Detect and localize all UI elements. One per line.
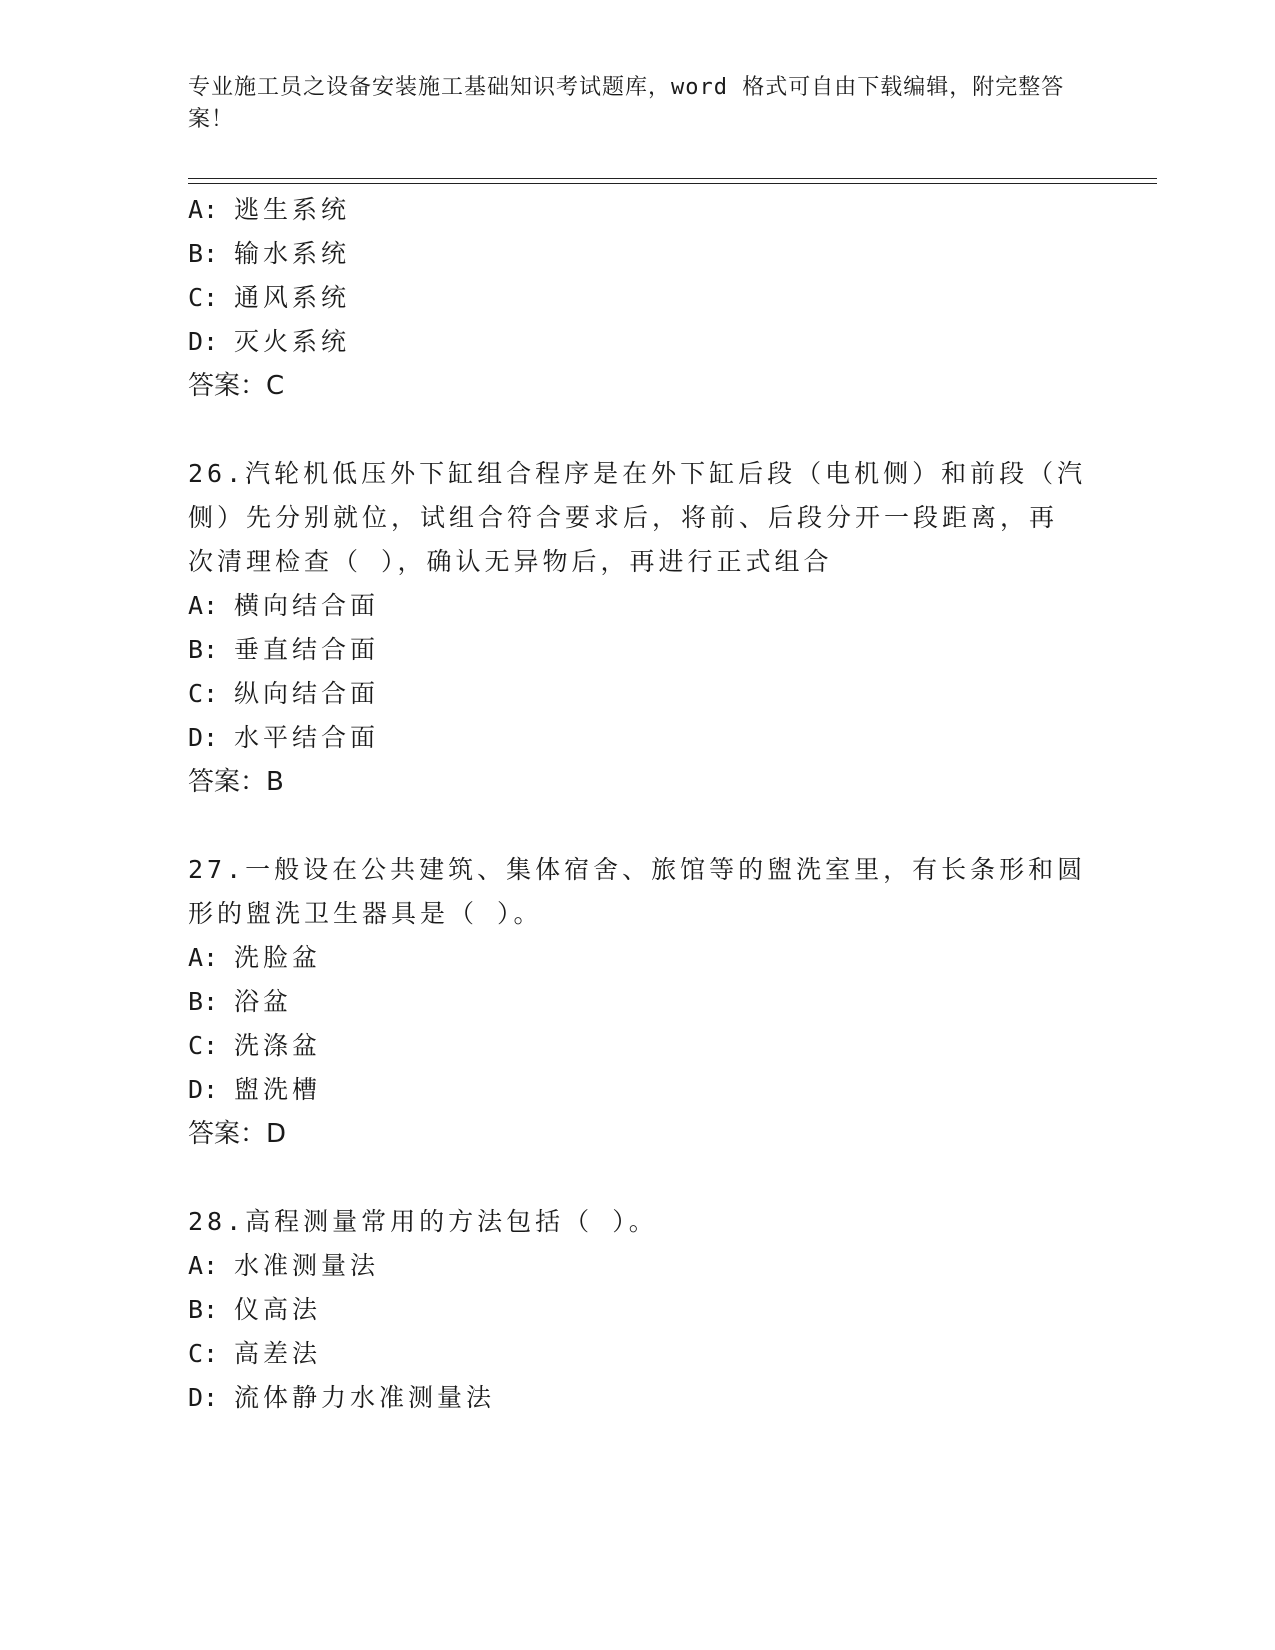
q27-option-a <box>188 942 321 974</box>
option-letter: C: <box>188 679 219 708</box>
option-text: 纵向结合面 <box>234 679 380 708</box>
q27-stem-line-2: 形的盥洗卫生器具是（ ）。 <box>188 899 543 928</box>
option-text: 高差法 <box>234 1339 322 1368</box>
option-text: 仪高法 <box>234 1295 322 1324</box>
q27-option-d <box>188 1074 321 1106</box>
option-letter: A: <box>188 1251 219 1280</box>
q26-stem-line-2: 侧）先分别就位，试组合符合要求后，将前、后段分开一段距离，再 <box>188 503 1059 532</box>
q26-option-c <box>188 678 379 710</box>
option-letter: D: <box>188 327 219 356</box>
q28-option-d <box>188 1382 495 1414</box>
option-letter: B: <box>188 239 219 268</box>
option-letter: C: <box>188 1339 219 1368</box>
option-text: 垂直结合面 <box>234 635 380 664</box>
q26-stem-line-3: 次清理检查（ ），确认无异物后，再进行正式组合 <box>188 547 833 576</box>
q25-option-a <box>188 194 350 226</box>
option-letter: B: <box>188 1295 219 1324</box>
option-text: 盥洗槽 <box>234 1075 322 1104</box>
option-letter: C: <box>188 1031 219 1060</box>
q28-option-c <box>188 1338 321 1370</box>
document-header: 专业施工员之设备安装施工基础知识考试题库，word 格式可自由下载编辑，附完整答案！ <box>188 75 1065 132</box>
header-divider-bottom <box>188 183 1157 184</box>
option-text: 输水系统 <box>234 239 351 268</box>
option-letter: B: <box>188 635 219 664</box>
option-letter: D: <box>188 1075 219 1104</box>
q28-option-b <box>188 1294 321 1326</box>
option-letter: A: <box>188 195 219 224</box>
option-text: 浴盆 <box>234 987 293 1016</box>
option-text: 水平结合面 <box>234 723 380 752</box>
q27-option-c <box>188 1030 321 1062</box>
option-text: 水准测量法 <box>234 1251 380 1280</box>
option-text: 洗涤盆 <box>234 1031 322 1060</box>
option-text: 通风系统 <box>234 283 351 312</box>
q25-option-d <box>188 326 350 358</box>
q25-option-b <box>188 238 350 270</box>
option-text: 灭火系统 <box>234 327 351 356</box>
option-text: 流体静力水准测量法 <box>234 1383 496 1412</box>
q27-answer: 答案：D <box>188 1119 287 1149</box>
option-text: 逃生系统 <box>234 195 351 224</box>
option-letter: A: <box>188 591 219 620</box>
q27-stem-line-1: 27.一般设在公共建筑、集体宿舍、旅馆等的盥洗室里，有长条形和圆 <box>188 855 1087 884</box>
option-letter: D: <box>188 1383 219 1412</box>
header-divider-top <box>188 178 1157 179</box>
q25-option-c <box>188 282 350 314</box>
option-letter: C: <box>188 283 219 312</box>
q26-option-b <box>188 634 379 666</box>
option-letter: D: <box>188 723 219 752</box>
option-text: 横向结合面 <box>234 591 380 620</box>
option-letter: A: <box>188 943 219 972</box>
q26-option-d <box>188 722 379 754</box>
q26-option-a <box>188 590 379 622</box>
option-letter: B: <box>188 987 219 1016</box>
q26-answer: 答案：B <box>188 767 284 797</box>
q27-option-b <box>188 986 292 1018</box>
q25-answer: 答案：C <box>188 371 285 401</box>
q26-stem-line-1: 26.汽轮机低压外下缸组合程序是在外下缸后段（电机侧）和前段（汽 <box>188 459 1087 488</box>
option-text: 洗脸盆 <box>234 943 322 972</box>
q28-stem-line-1: 28.高程测量常用的方法包括（ ）。 <box>188 1207 658 1236</box>
q28-option-a <box>188 1250 379 1282</box>
